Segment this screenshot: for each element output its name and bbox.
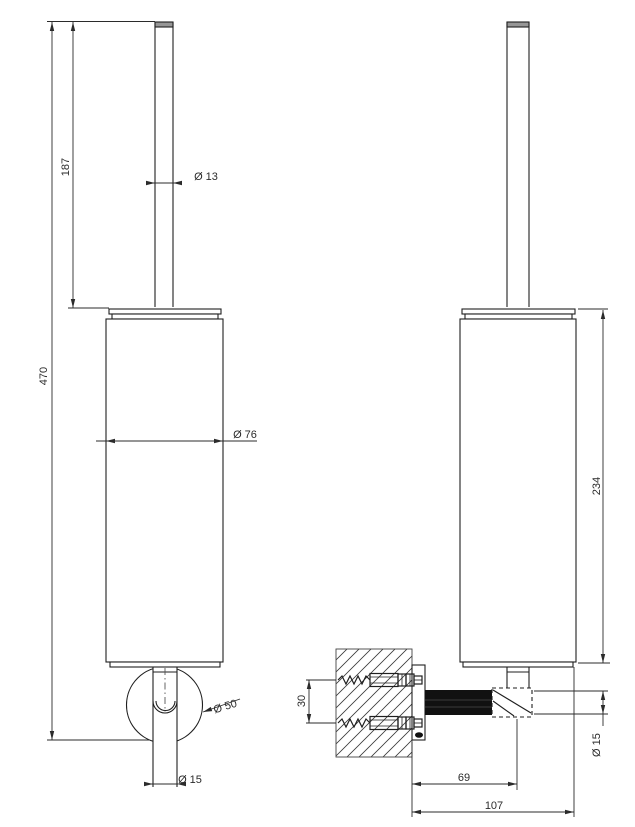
canister-body xyxy=(460,319,576,662)
label-handle-diameter: Ø 13 xyxy=(194,171,218,183)
lid-rim-outer xyxy=(462,309,575,314)
arrowhead xyxy=(203,707,212,712)
label-body-diameter: Ø 76 xyxy=(233,429,257,441)
label-screw-spacing: 30 xyxy=(296,694,308,708)
label-body-height: 234 xyxy=(591,476,603,496)
arrowhead xyxy=(412,810,421,814)
dim-arm-diameter xyxy=(534,691,608,726)
arrowhead xyxy=(71,22,75,31)
canister-body xyxy=(106,319,223,662)
label-lower-rod-diameter: Ø 15 xyxy=(178,774,202,786)
arrowhead xyxy=(508,782,517,786)
canister-bottom-rim xyxy=(463,662,573,667)
handle-cap xyxy=(507,22,529,27)
front-view xyxy=(106,22,223,787)
dim-handle-length xyxy=(68,22,109,308)
dim-handle-diameter xyxy=(146,181,182,185)
arrowhead xyxy=(50,22,54,31)
wall-section xyxy=(336,649,412,757)
label-flange-diameter: Ø 50 xyxy=(212,697,239,717)
arrowhead xyxy=(144,782,153,786)
side-view xyxy=(336,22,576,757)
arrowhead xyxy=(412,782,421,786)
lid-rim-inner xyxy=(465,314,572,319)
label-wall-to-front: 107 xyxy=(484,800,504,812)
arrowhead xyxy=(601,691,605,700)
bracket-cone-line xyxy=(493,701,514,716)
lid-rim-inner xyxy=(112,314,218,319)
hidden-bracket xyxy=(492,688,532,717)
handle-cap xyxy=(155,22,173,27)
dim-wall-to-front xyxy=(412,667,574,817)
arrowhead xyxy=(71,299,75,308)
arrowhead xyxy=(307,714,311,723)
lid-rim-outer xyxy=(109,309,221,314)
arrowhead xyxy=(565,810,574,814)
dim-screw-spacing xyxy=(306,680,336,723)
arrowhead xyxy=(50,731,54,740)
label-arm-diameter: Ø 15 xyxy=(591,733,603,757)
label-overall-height: 470 xyxy=(38,366,50,386)
label-wall-to-axis: 69 xyxy=(457,772,471,784)
arrowhead xyxy=(601,705,605,714)
set-screw-dot xyxy=(415,732,423,738)
arrowhead xyxy=(307,680,311,689)
arrowhead xyxy=(601,310,605,319)
bracket-cone-line xyxy=(493,690,531,713)
arrowhead xyxy=(146,181,155,185)
canister-bottom-rim xyxy=(110,662,220,667)
arrowhead xyxy=(601,654,605,663)
mounting-arm xyxy=(425,690,492,715)
label-handle-length: 187 xyxy=(60,157,72,177)
arrowhead xyxy=(173,181,182,185)
